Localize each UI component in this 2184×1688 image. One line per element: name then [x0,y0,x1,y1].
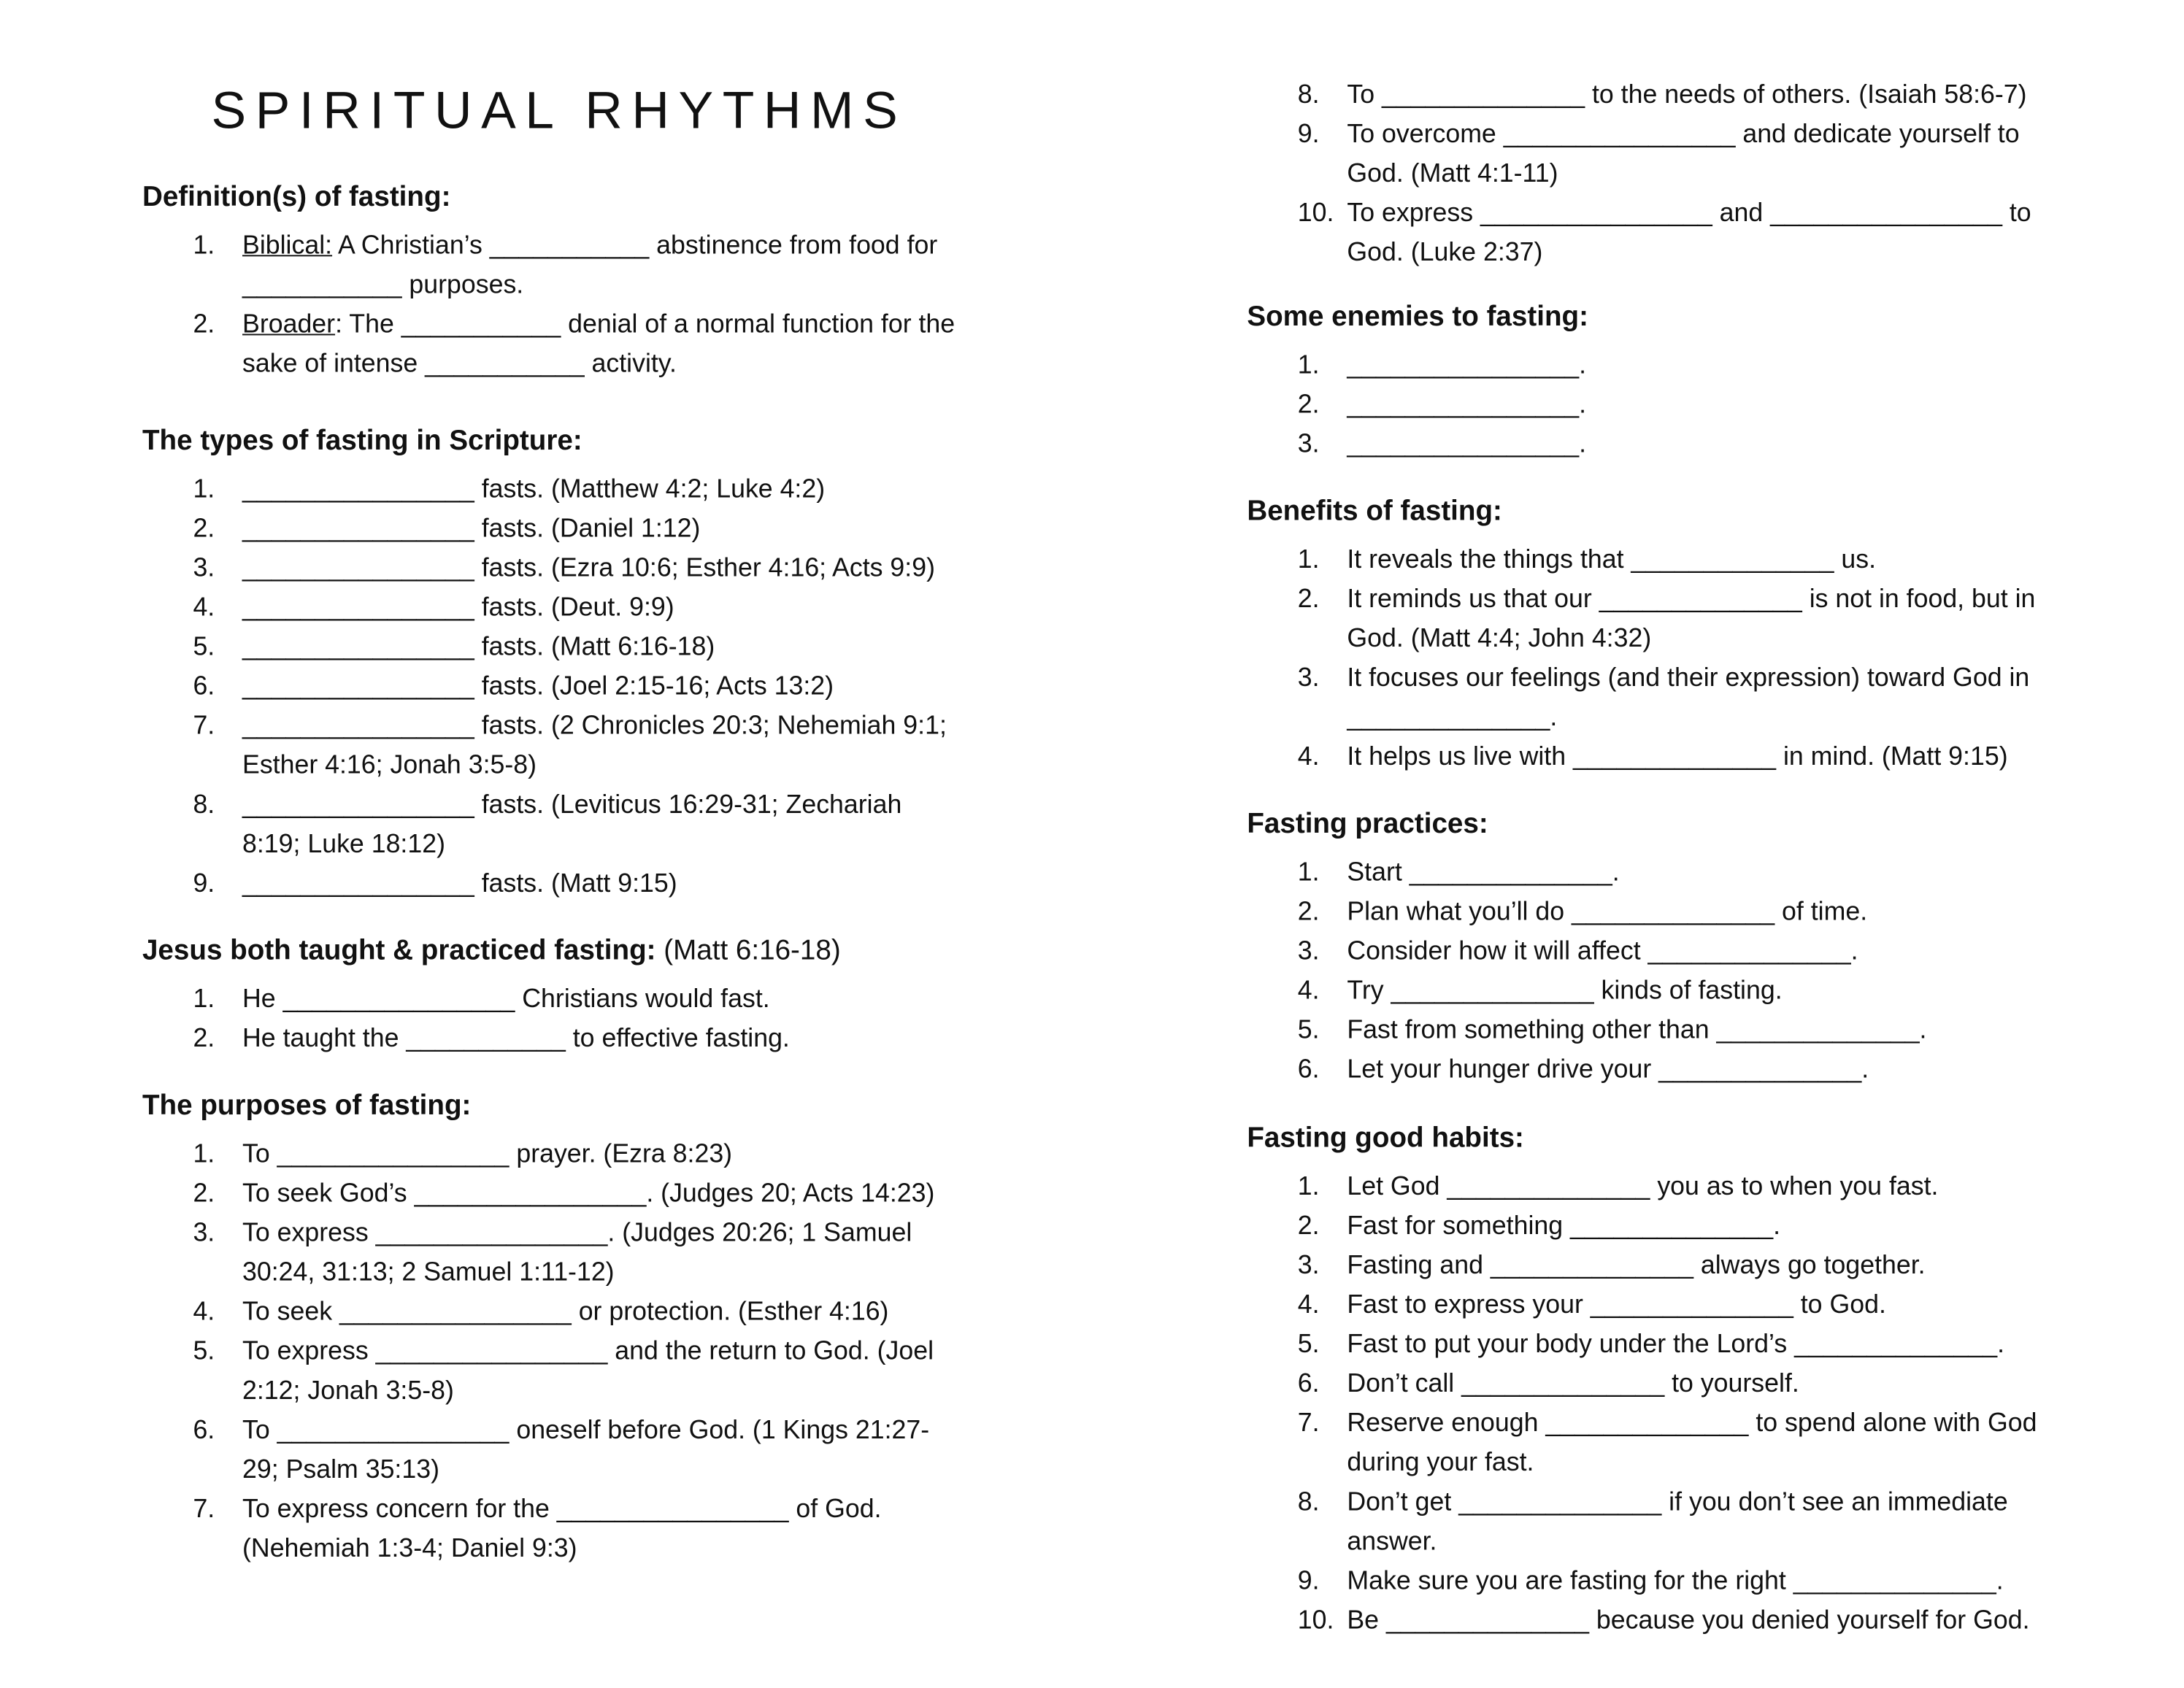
item-number: 8. [1297,79,1320,109]
section-heading [142,931,974,971]
item-text: ________________. [1347,428,1587,458]
item-text: Don’t call ______________ to yourself. [1347,1368,1799,1398]
item-text: He taught the ___________ to effective fasting. [242,1022,790,1052]
list-item [1247,1561,2066,1600]
item-text: ________________ fasts. (Matt 6:16-18) [242,631,715,661]
item-number: 3. [1297,428,1320,458]
list-item [1247,658,2066,736]
list-item [142,863,961,903]
item-number: 1. [193,1138,215,1168]
item-text: ________________ fasts. (Matthew 4:2; Luke 4:2) [242,473,826,504]
section-purposes-continued [1247,74,2078,271]
item-text: Fasting and ______________ always go together. [1347,1249,1926,1279]
list-item [1247,539,2066,579]
list-item [142,548,961,587]
item-text: ________________ fasts. (Deut. 9:9) [242,591,674,622]
item-text: To ______________ to the needs of others. (Isaiah 58:6-7) [1347,79,2027,109]
list-item [1247,1324,2066,1363]
item-number: 1. [1297,544,1320,574]
item-text: ________________ fasts. (Joel 2:15-16; Acts 13:2) [242,670,834,701]
list-item [142,666,961,706]
enemies-list [1247,345,2078,463]
list-item [1247,114,2066,193]
item-text: Let your hunger drive your ______________. [1347,1053,1869,1084]
item-text: Reserve enough ______________ to spend alone with God during your fast. [1347,1407,2037,1476]
list-item [1247,1403,2066,1482]
list-item [1247,852,2066,892]
item-number: 1. [1297,856,1320,887]
item-number: 4. [193,1295,215,1326]
item-number: 6. [193,670,215,701]
item-number: 7. [193,1493,215,1523]
item-text: Let God ______________ you as to when you fast. [1347,1171,1939,1201]
item-number: 7. [193,709,215,740]
item-number: 1. [193,229,215,260]
item-text: ________________ fasts. (Matt 9:15) [242,868,677,898]
section-benefits [1247,492,2078,776]
item-text: Fast for something ______________. [1347,1210,1780,1240]
list-item [1247,1245,2066,1284]
item-number: 4. [1297,741,1320,771]
item-text: Plan what you’ll do ______________ of time. [1347,895,1868,926]
item-text: Start ______________. [1347,856,1620,887]
list-item [1247,1010,2066,1049]
item-text: To express ________________ and ________________ to God. (Luke 2:37) [1347,197,2031,266]
list-item [1247,892,2066,931]
item-text: Make sure you are fasting for the right ______________. [1347,1565,2004,1595]
item-number: 2. [1297,388,1320,419]
list-item [142,587,961,627]
list-item [1247,1284,2066,1324]
item-number: 3. [193,552,215,582]
item-number: 5. [193,1335,215,1365]
item-number: 6. [1297,1053,1320,1084]
item-number: 2. [193,1022,215,1052]
item-text: ________________ fasts. (Ezra 10:6; Esther 4:16; Acts 9:9) [242,552,935,582]
purposes-list [142,1134,974,1568]
item-text: ________________. [1347,388,1587,419]
section-heading: Fasting good habits: [1247,1122,1524,1154]
section-heading: Benefits of fasting: [1247,496,1502,527]
item-number: 4. [1297,974,1320,1005]
list-item [142,1331,961,1410]
list-item [1247,971,2066,1010]
item-text: Fast to put your body under the Lord’s ______________. [1347,1328,2005,1358]
section-heading: Some enemies to fasting: [1247,301,1588,333]
item-text: He ________________ Christians would fast. [242,983,770,1013]
list-item [142,304,961,383]
item-text: To express ________________ and the return to God. (Joel 2:12; Jonah 3:5-8) [242,1335,934,1405]
item-text: It helps us live with ______________ in mind. (Matt 9:15) [1347,741,2008,771]
list-item [1247,1600,2066,1640]
item-number: 2. [193,512,215,543]
item-text: ________________ fasts. (2 Chronicles 20:3; Nehemiah 9:1; Esther 4:16; Jonah 3:5-8) [242,709,947,779]
item-number: 6. [1297,1368,1320,1398]
item-number: 1. [1297,349,1320,379]
list-item [1247,931,2066,971]
item-text: ________________. [1347,349,1587,379]
item-text: Don’t get ______________ if you don’t see an immediate answer. [1347,1486,2008,1556]
list-item [142,1213,961,1292]
item-number: 8. [193,788,215,819]
item-text: ________________ fasts. (Daniel 1:12) [242,512,701,543]
list-item [1247,74,2066,114]
list-item [142,979,961,1019]
list-item [142,509,961,548]
item-number: 5. [193,631,215,661]
list-item [1247,193,2066,271]
item-text: A Christian’s ___________ abstinence from food for ___________ purposes. [242,229,938,299]
item-text: To seek God’s ________________. (Judges 20; Acts 14:23) [242,1177,935,1208]
item-number: 2. [1297,583,1320,613]
item-number: 10. [1297,197,1334,227]
list-item [142,469,961,509]
list-item [142,1410,961,1489]
item-number: 3. [193,1217,215,1247]
list-item [142,1292,961,1331]
item-text: : The ___________ denial of a normal function for the sake of intense ___________ activity. [242,308,956,378]
item-number: 10. [1297,1604,1334,1635]
term-label: Biblical: [242,229,333,260]
list-item [1247,1482,2066,1561]
purposes-list-continued [1247,74,2078,271]
item-text: Try ______________ kinds of fasting. [1347,974,1783,1005]
item-number: 7. [1297,1407,1320,1437]
item-number: 2. [1297,895,1320,926]
section-heading: The types of fasting in Scripture: [142,425,582,457]
term-label: Broader [242,308,336,339]
section-heading: The purposes of fasting: [142,1090,472,1122]
item-number: 6. [193,1414,215,1444]
item-text: Fast to express your ______________ to God. [1347,1289,1886,1319]
item-text: To ________________ oneself before God. (1 Kings 21:27-29; Psalm 35:13) [242,1414,930,1484]
item-text: Fast from something other than ______________. [1347,1014,1927,1044]
item-number: 1. [193,473,215,504]
item-number: 4. [193,591,215,622]
item-number: 8. [1297,1486,1320,1516]
list-item [1247,1049,2066,1089]
list-item [142,1019,961,1058]
item-number: 9. [193,868,215,898]
item-number: 9. [1297,118,1320,148]
list-item [1247,579,2066,658]
item-text: To seek ________________ or protection. (Esther 4:16) [242,1295,889,1326]
item-text: To overcome ________________ and dedicate yourself to God. (Matt 4:1-11) [1347,118,2020,188]
practices-list [1247,852,2078,1089]
item-text: To ________________ prayer. (Ezra 8:23) [242,1138,733,1168]
types-list [142,469,974,903]
item-number: 9. [1297,1565,1320,1595]
list-item [142,1134,961,1173]
item-number: 5. [1297,1328,1320,1358]
section-heading: Definition(s) of fasting: [142,182,451,213]
heading-text: Jesus both taught & practiced fasting: [142,935,656,967]
item-number: 2. [193,1177,215,1208]
item-text: It reveals the things that ______________ us. [1347,544,1877,574]
heading-reference: (Matt 6:16-18) [655,935,841,967]
list-item [1247,1166,2066,1206]
list-item [142,706,961,785]
item-text: To express ________________. (Judges 20:26; 1 Samuel 30:24, 31:13; 2 Samuel 1:11-12) [242,1217,912,1287]
list-item [1247,385,2066,424]
item-text: Consider how it will affect ______________. [1347,935,1858,966]
item-number: 5. [1297,1014,1320,1044]
section-jesus [142,931,974,1058]
item-number: 4. [1297,1289,1320,1319]
list-item [1247,345,2066,385]
item-number: 1. [1297,1171,1320,1201]
definitions-list [142,226,974,383]
section-enemies [1247,297,2078,463]
item-number: 3. [1297,662,1320,692]
section-practices [1247,804,2078,1089]
item-text: It reminds us that our ______________ is not in food, but in God. (Matt 4:4; John 4:32) [1347,583,2036,652]
item-number: 1. [193,983,215,1013]
list-item [1247,737,2066,776]
habits-list [1247,1166,2078,1640]
item-number: 2. [1297,1210,1320,1240]
list-item [1247,424,2066,463]
list-item [142,785,961,863]
list-item [142,1173,961,1213]
item-text: To express concern for the ________________ of God. (Nehemiah 1:3-4; Daniel 9:3) [242,1493,882,1562]
list-item [142,627,961,666]
list-item [142,226,961,304]
list-item [1247,1206,2066,1245]
section-types [142,421,974,903]
page-title: SPIRITUAL RHYTHMS [211,81,907,140]
item-number: 2. [193,308,215,339]
item-text: It focuses our feelings (and their expression) toward God in ______________. [1347,662,2030,731]
section-purposes [142,1086,974,1568]
item-number: 3. [1297,935,1320,966]
list-item [1247,1364,2066,1403]
item-text: ________________ fasts. (Leviticus 16:29-31; Zechariah 8:19; Luke 18:12) [242,788,902,858]
section-habits [1247,1119,2078,1640]
list-item [142,1489,961,1568]
benefits-list [1247,539,2078,776]
item-number: 3. [1297,1249,1320,1279]
section-heading: Fasting practices: [1247,808,1488,840]
section-definitions [142,177,974,383]
item-text: Be ______________ because you denied yourself for God. [1347,1604,2030,1635]
jesus-list [142,979,974,1058]
